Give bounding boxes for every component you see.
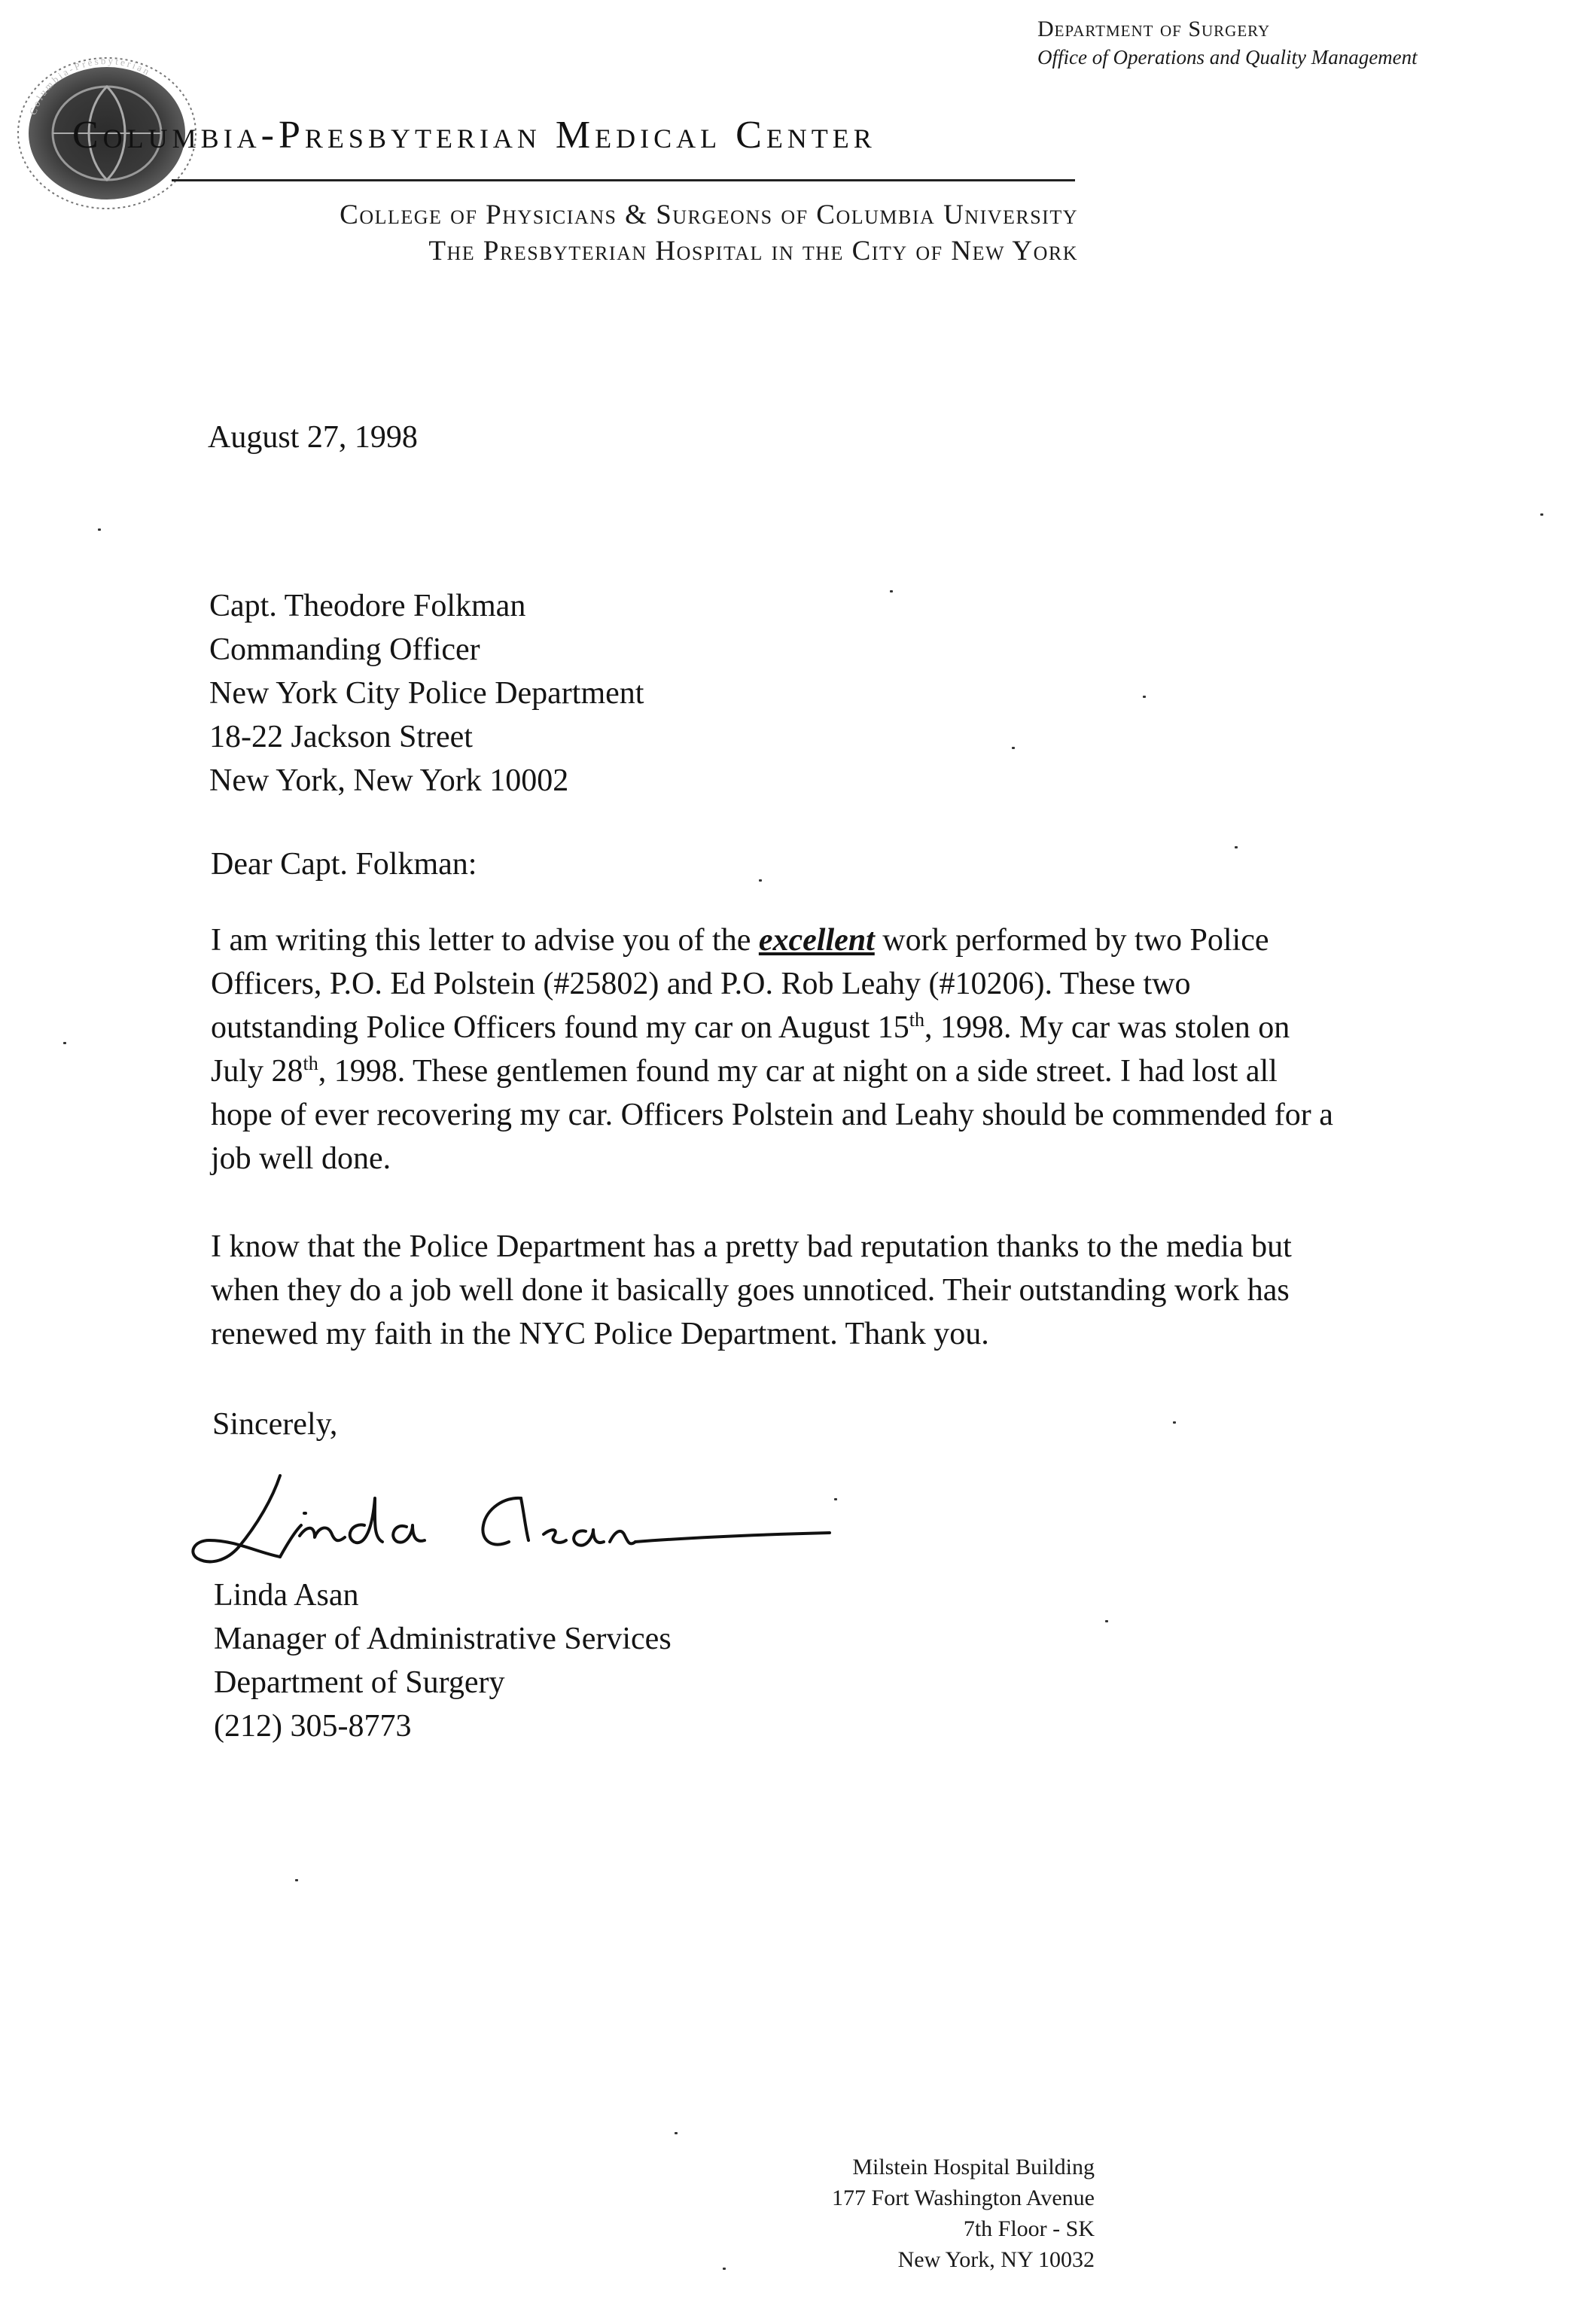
- paragraph-line: hope of ever recovering my car. Officers Polstein and Leahy should be commended for a: [211, 1098, 1333, 1132]
- letter-date: August 27, 1998: [208, 420, 418, 455]
- department-block: [1037, 15, 1564, 71]
- recipient-title: Commanding Officer: [209, 632, 480, 667]
- scan-speck: [1143, 696, 1146, 698]
- recipient-address: [209, 584, 644, 803]
- scan-speck: [98, 528, 101, 531]
- closing: Sincerely,: [212, 1407, 338, 1442]
- recipient-street: 18-22 Jackson Street: [209, 720, 473, 754]
- seal-lettering: Columbia-Presbyterian: [26, 54, 154, 117]
- text-run: work performed by two Police: [874, 923, 1269, 958]
- paragraph-line: [211, 1049, 1551, 1093]
- signer-title: Manager of Administrative Services: [214, 1622, 672, 1656]
- paragraph-line: Officers, P.O. Ed Polstein (#25802) and P.O. Rob Leahy (#10206). These two: [211, 967, 1191, 1001]
- scan-speck: [63, 1042, 66, 1044]
- signer-name: Linda Asan: [214, 1578, 359, 1613]
- department-name: Department of Surgery: [1037, 17, 1271, 41]
- text-run: outstanding Police Officers found my car on August 15: [211, 1010, 909, 1045]
- text-run: , 1998. These gentlemen found my car at night on a side street. I had lost all: [318, 1054, 1278, 1089]
- signer-department: Department of Surgery: [214, 1665, 505, 1700]
- footer-address: [832, 2152, 1095, 2275]
- scan-speck: [759, 879, 762, 882]
- scan-speck: [1540, 513, 1543, 516]
- footer-floor: 7th Floor - SK: [963, 2216, 1095, 2241]
- scan-speck: [295, 1879, 298, 1881]
- salutation: Dear Capt. Folkman:: [211, 847, 477, 882]
- letterhead-rule: [172, 179, 1075, 181]
- footer-building: Milstein Hospital Building: [852, 2155, 1095, 2179]
- text-run: I am writing this letter to advise you of the: [211, 923, 759, 958]
- affiliation-line-1: College of Physicians & Surgeons of Columbia University: [340, 200, 1078, 230]
- scan-speck: [723, 2268, 726, 2270]
- emphasized-word: excellent: [758, 923, 875, 958]
- scan-speck: [1173, 1421, 1176, 1424]
- footer-street: 177 Fort Washington Avenue: [832, 2185, 1095, 2210]
- footer-city: New York, NY 10032: [897, 2247, 1095, 2272]
- recipient-name: Capt. Theodore Folkman: [209, 589, 526, 623]
- signer-phone: (212) 305-8773: [214, 1709, 412, 1744]
- scan-speck: [890, 590, 893, 592]
- handwritten-signature: [167, 1453, 845, 1588]
- ordinal-suffix: th: [303, 1052, 318, 1074]
- paragraph-line: job well done.: [211, 1141, 391, 1176]
- department-office: Office of Operations and Quality Management: [1037, 46, 1418, 69]
- scan-speck: [1105, 1620, 1108, 1622]
- body-paragraph-1: [211, 918, 1551, 1180]
- paragraph-line: renewed my faith in the NYC Police Department. Thank you.: [211, 1317, 989, 1351]
- text-run: , 1998. My car was stolen on: [924, 1010, 1290, 1045]
- ordinal-suffix: th: [909, 1009, 924, 1031]
- organization-name: Columbia-Presbyterian Medical Center: [72, 114, 876, 157]
- signer-block: [214, 1573, 672, 1748]
- paragraph-line: [211, 918, 1551, 962]
- scan-speck: [834, 1498, 837, 1500]
- scan-speck: [675, 2132, 678, 2134]
- scan-speck: [1012, 747, 1015, 749]
- scan-speck: [1235, 846, 1238, 848]
- body-paragraph-2: [211, 1225, 1551, 1356]
- paragraph-line: [211, 1006, 1551, 1049]
- recipient-city: New York, New York 10002: [209, 763, 569, 798]
- affiliation-line-2: The Presbyterian Hospital in the City of New York: [428, 236, 1078, 267]
- text-run: July 28: [211, 1054, 303, 1089]
- recipient-organization: New York City Police Department: [209, 676, 644, 711]
- paragraph-line: when they do a job well done it basically goes unnoticed. Their outstanding work has: [211, 1273, 1290, 1308]
- paragraph-line: I know that the Police Department has a pretty bad reputation thanks to the media but: [211, 1229, 1292, 1264]
